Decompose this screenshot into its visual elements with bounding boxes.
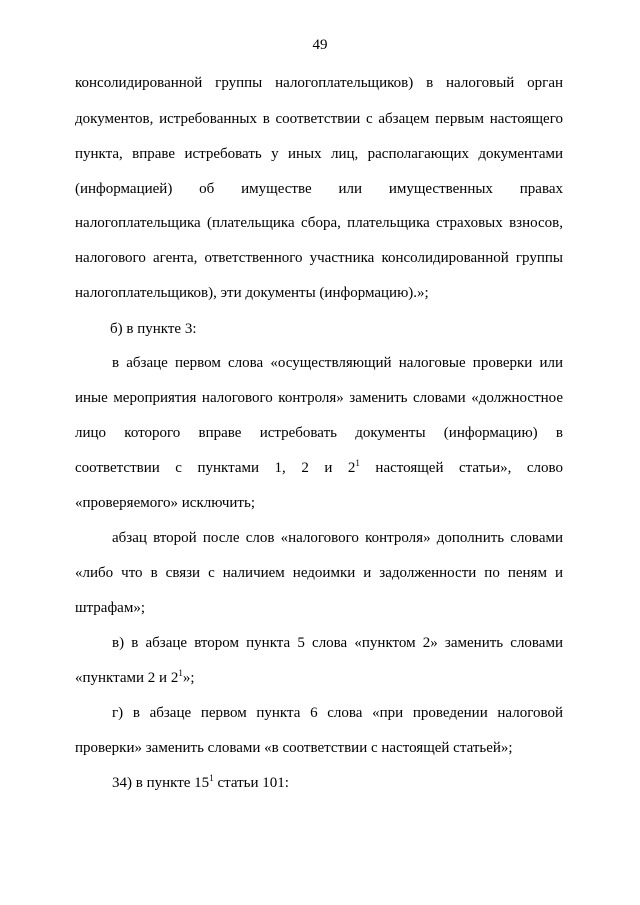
text-line: иные мероприятия налогового контроля» заменить словами «должностное [75,390,563,406]
superscript: 1 [209,773,214,783]
text-line: в) в абзаце втором пункта 5 слова «пунктом 2» заменить словами [112,635,563,651]
text-line: лицо которого вправе истребовать документы (информацию) в [75,425,563,441]
text-line: (информацией) об имуществе или имущественных правах [75,181,563,197]
text-line: налогоплательщика (плательщика сбора, плательщика страховых взносов, [75,215,563,231]
text-line [75,669,563,687]
text-segment: 34) в пункте 15 [112,775,210,791]
text-segment: статьи 101: [213,775,289,791]
text-line: «проверяемого» исключить; [75,495,255,511]
text-line: налогоплательщиков), эти документы (информацию).»; [75,285,429,301]
text-segment: «пунктами 2 и 2 [75,670,179,686]
text-line: г) в абзаце первом пункта 6 слова «при проведении налоговой [112,705,563,721]
text-line: б) в пункте 3: [110,321,197,337]
text-segment: »; [182,670,195,686]
text-segment: настоящей статьи», слово [359,460,563,476]
text-line: штрафам»; [75,600,145,616]
superscript: 1 [178,668,183,678]
text-line: документов, истребованных в соответствии с абзацем первым настоящего [75,111,563,127]
text-line: консолидированной группы налогоплательщиков) в налоговый орган [75,75,563,91]
text-line: проверки» заменить словами «в соответствии с настоящей статьей»; [75,740,513,756]
text-segment: соответствии с пунктами 1, 2 и 2 [75,460,356,476]
text-line: налогового агента, ответственного участника консолидированной группы [75,250,563,266]
text-line: «либо что в связи с наличием недоимки и задолженности по пеням и [75,565,563,581]
text-line: в абзаце первом слова «осуществляющий налоговые проверки или [112,355,563,371]
text-line [75,459,563,477]
text-line [112,774,600,792]
page-number: 49 [312,37,328,53]
superscript: 1 [355,458,360,468]
text-line: пункта, вправе истребовать у иных лиц, располагающих документами [75,146,563,162]
text-line: абзац второй после слов «налогового контроля» дополнить словами [112,530,563,546]
